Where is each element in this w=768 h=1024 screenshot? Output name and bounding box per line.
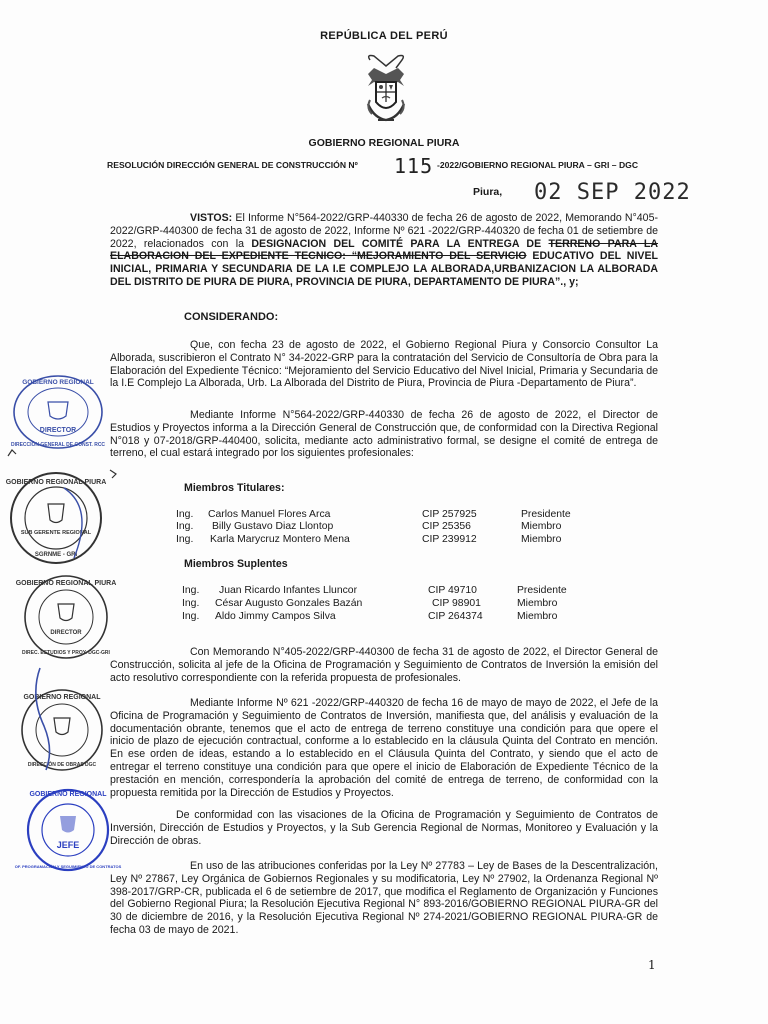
direccion-obras-seal-icon <box>10 666 114 782</box>
svg-text:GOBIERNO REGIONAL: GOBIERNO REGIONAL <box>29 791 107 798</box>
direccion-estudios-seal-icon <box>14 572 118 662</box>
paragraph-memorando-405: Con Memorando N°405-2022/GRP-440300 de fecha 31 de agosto de 2022, el Director General de Construcción, solicita al jefe de la Oficina de Programación y Seguimiento de Contratos de Inversión la emisión del acto resolutivo correspondiente con la referida propuesta de profesionales. <box>110 646 658 684</box>
country-header: REPÚBLICA DEL PERÚ <box>320 30 448 42</box>
svg-text:DIRECCIÓN GENERAL DE CONST. RC: DIRECCIÓN GENERAL DE CONST. RCC <box>10 442 106 448</box>
national-coat-of-arms-icon <box>360 52 412 130</box>
vistos-text: El Informe N°564-2022/GRP-440330 de fecha 26 de agosto de 2022, Memorando N°405-2022/GRP-440300 de fecha 31 de agosto de 2022, Informe Nº 621 -2022/GRP-440320 de fecha 01 de setiembre de 2022, relacionados con la <box>110 212 658 250</box>
svg-text:SGRNME - GRI: SGRNME - GRI <box>34 552 78 558</box>
paragraph-contract: Que, con fecha 23 de agosto de 2022, el Gobierno Regional Piura y Consorcio Consultor La Alborada, suscribieron el Contrato N° 34-2022-GRP para la contratación del Servicio de Consultoría de Obra para la Elaboración del Expediente Técnico: “Mejoramiento del Servicio Educativo del Nivel Inicial, Primaria y Secundaria de la I.E Complejo La Alborada, Urb. La Alborada del Distrito de Piura, Provincia de Piura -Departamento de Piura”. <box>110 339 659 390</box>
place-label: Piura, <box>473 186 503 198</box>
page-number: 1 <box>648 958 656 972</box>
resolution-suffix: -2022/GOBIERNO REGIONAL PIURA – GRI – DGC <box>437 160 639 170</box>
svg-text:GOBIERNO REGIONAL PIURA: GOBIERNO REGIONAL PIURA <box>15 580 117 587</box>
svg-text:JEFE: JEFE <box>56 840 80 850</box>
svg-text:DIRECTOR: DIRECTOR <box>50 630 82 636</box>
paragraph-atribuciones: En uso de las atribuciones conferidas por la Ley Nº 27783 – Ley de Bases de la Descentralización, Ley Nº 27867, Ley Orgánica de Gobiernos Regionales y su modificatoria, Ley Nº 27902, la Ordenanza Regional Nº 398-2017/GRP-CR, publicada el 6 de setiembre de 2017, que modifica el Reglamento de Organización y Funciones del Gobierno Regional Piura; la Resolución Ejecutiva Regional N° 893-2016/GOBIERNO REGIONAL PIURA-GR del 30 de diciembre de 2016, y la Resolución Ejecutiva Regional Nº 274-2021/GOBIERNO REGIONAL PIURA-GR de fecha 03 de mayo de 2021. <box>110 860 658 936</box>
vistos-paragraph <box>110 212 658 289</box>
paragraph-informe-621: Mediante Informe Nº 621 -2022/GRP-440320 de fecha 16 de mayo de mayo de 2022, el Jefe de la Oficina de Programación y Seguimiento de Contratos de Inversión, manifiesta que, del análisis y evaluación de la documentación obrante, tenemos que el acto de entrega de terreno constituye una condición para que opere el inicio de plazo de ejecución contractual, conforme a lo establecido en la cláusula Quinta del Contrato en mención. En ese orden de ideas, estando a lo establecido en el Cláusula Quinta del Contrato, y siendo que el acto de entregar el terreno constituye una condición para que opere el inicio de Elaboración de Expediente Técnico de la prestación en mención, correspondería la aprobación del comité de entrega de terreno, de conformidad con la propuesta remitida por la Dirección de Estudios y Proyectos. <box>110 697 658 799</box>
svg-text:GOBIERNO REGIONAL: GOBIERNO REGIONAL <box>23 694 101 701</box>
ink-mark-icon <box>108 468 120 480</box>
svg-text:GOBIERNO REGIONAL: GOBIERNO REGIONAL <box>22 379 94 386</box>
direccion-general-seal-icon <box>8 372 120 452</box>
considerando-heading: CONSIDERANDO: <box>184 311 279 323</box>
svg-text:GOBIERNO REGIONAL PIURA: GOBIERNO REGIONAL PIURA <box>5 479 107 486</box>
sub-gerencia-seal-icon <box>4 468 114 568</box>
ink-mark-icon <box>6 446 18 458</box>
titulares-heading: Miembros Titulares: <box>184 482 285 494</box>
paragraph-informe-564: Mediante Informe N°564-2022/GRP-440330 de fecha 26 de agosto de 2022, el Director de Estudios y Proyectos informa a la Dirección General de Construcción que, de conformidad con la Directiva Regional N°018 y 07-2018/GRP-440400, solicita, mediante acto administrativo formal, se designe el comité de entrega de terreno, el cual estará integrado por los siguientes profesionales: <box>110 409 658 460</box>
svg-text:SUB GERENTE REGIONAL: SUB GERENTE REGIONAL <box>20 530 92 536</box>
date-stamp: 02 SEP 2022 <box>534 180 691 205</box>
document-page: REPÚBLICA DEL PERÚ GOBIERNO REGIONAL PIURA RESOLUCIÓN DIRECCIÓN GENERAL DE CONSTRUCCIÓN Nº 115 -2022/GOBIERNO REGIONAL PIURA – GRI – DGC Piura, 02 SEP 2022 VISTOS: El Informe N°564-2022/GRP-440330 de fecha 26 de agosto de 2022, Memorando N°405-2022/GRP-440300 de fecha 31 de agosto de 2022, Informe Nº 621 -2022/GRP-440320 de fecha 01 de setiembre de 2022, relacionados con la DESIGNACION DEL COMITÉ PARA LA ENTREGA DE TERRENO PARA LA ELABORACION DEL EXPEDIENTE TECNICO: “MEJORAMIENTO DEL SERVICIO EDUCATIVO DEL NIVEL INICIAL, PRIMARIA Y SECUNDARIA DE LA I.E COMPLEJO LA ALBORADA,URBANIZACION LA ALBORADA DEL DISTRITO DE PIURA DE PIURA, PROVINCIA DE PIURA, DEPARTAMENTO DE PIURA”., y; CONSIDERANDO: Que, con fecha 23 de agosto de 2022, el Gobierno Regional Piura y Consorcio Consultor La Alborada, suscribieron el Contrato N° 34-2022-GRP para la contratación del Servicio de Consultoría de Obra para la Elaboración del Expediente Técnico: “Mejoramiento del Servicio Educativo del Nivel Inicial, Primaria y Secundaria de la I.E Complejo La Alborada, Urb. La Alborada del Distrito de Piura, Provincia de Piura -Departamento de Piura”. Mediante Informe N°564-2022/GRP-440330 de fecha 26 de agosto de 2022, el Director de Estudios y Proyectos informa a la Dirección General de Construcción que, de conformidad con la Directiva Regional N°018 y 07-2018/GRP-440400, solicita, mediante acto administrativo formal, se designe el comité de entrega de terreno, el cual estará integrado por los siguientes profesionales: Miembros Titulares: Ing. Carlos Manuel Flores Arca CIP 257925 Presidente Ing. Billy Gustavo Diaz Llontop CIP 25356 Miembro Ing. Karla Marycruz Montero Mena CIP 239912 Miembro Miembros Suplentes Ing. Juan Ricardo Infantes Lluncor CIP 49710 Presidente Ing. César Augusto Gonzales Bazán CIP 98901 Miembro Ing. Aldo Jimmy Campos Silva CIP 264374 Miembro Con Memorando N°405-2022/GRP-440300 de fecha 31 de agosto de 2022, el Director General de Construcción, solicita al jefe de la Oficina de Programación y Seguimiento de Contratos de Inversión la emisión del acto resolutivo correspondiente con la referida propuesta de profesionales. Mediante Informe Nº 621 -2022/GRP-440320 de fecha 16 de mayo de mayo de 2022, el Jefe de la Oficina de Programación y Seguimiento de Contratos de Inversión, manifiesta que, del análisis y evaluación de la documentación obrante, tenemos que el acto de entrega de terreno constituye una condición para que opere el inicio de plazo de ejecución contractual, conforme a lo establecido en la cláusula Quinta del Contrato en mención. En ese orden de ideas, estando a lo establecido en el Cláusula Quinta del Contrato, y siendo que el acto de entregar el terreno constituye una condición para que opere el inicio de Elaboración de Expediente Técnico de la prestación en mención, correspondería la aprobación del comité de entrega de terreno, de conformidad con la propuesta remitida por la Dirección de Estudios y Proyectos. De conformidad con las visaciones de la Oficina de Programación y Seguimiento de Contratos de Inversión, Dirección de Estudios y Proyectos, y la Sub Gerencia Regional de Normas, Monitoreo y Evaluación y la Dirección de obras. En uso de las atribuciones conferidas por la Ley Nº 27783 – Ley de Bases de la Descentralización, Ley Nº 27867, Ley Orgánica de Gobiernos Regionales y su modificatoria, Ley Nº 27902, la Ordenanza Regional Nº 398-2017/GRP-CR, publicada el 6 de setiembre de 2017, que modifica el Reglamento de Organización y Funciones del Gobierno Regional Piura; la Resolución Ejecutiva Regional N° 893-2016/GOBIERNO REGIONAL PIURA-GR del 30 de diciembre de 2016, y la Resolución Ejecutiva Regional Nº 274-2021/GOBIERNO REGIONAL PIURA-GR de fecha 03 de mayo de 2021. 1 DIRECTOR GOBIERNO REGIONAL DIRECCIÓN GENERAL DE CONST. RCC GOBIERNO REGIONAL PIURA SUB GERENTE REGIONAL SGRNME - GRI GOBIERNO REGIONAL PIURA DIRECTOR DIREC. ESTUDIOS Y PROY. DGC-GRI GOBIERNO REGIONAL DIRECCIÓN DE OBRAS DGC GOBIERNO REGIONAL JEFE OF. PROGRAMACIÓN Y SEGUIMIENTO DE CONTRATOS <box>0 0 768 1024</box>
government-header: GOBIERNO REGIONAL PIURA <box>308 137 460 149</box>
vistos-subject-bold: DESIGNACION DEL COMITÉ PARA LA ENTREGA DE <box>251 237 542 250</box>
paragraph-visaciones: De conformidad con las visaciones de la Oficina de Programación y Seguimiento de Contratos de Inversión, Dirección de Estudios y Proyectos, y la Sub Gerencia Regional de Normas, Monitoreo y Evaluación y la Dirección de obras. <box>110 809 658 847</box>
resolution-prefix: RESOLUCIÓN DIRECCIÓN GENERAL DE CONSTRUCCIÓN Nº <box>107 160 358 170</box>
svg-text:DIRECCIÓN DE OBRAS DGC: DIRECCIÓN DE OBRAS DGC <box>27 762 97 768</box>
suplentes-heading: Miembros Suplentes <box>184 558 288 570</box>
oficina-programacion-seal-icon <box>14 778 122 882</box>
svg-text:OF. PROGRAMACIÓN Y SEGUIMIENTO: OF. PROGRAMACIÓN Y SEGUIMIENTO DE CONTRATOS <box>14 864 122 869</box>
svg-text:DIRECTOR: DIRECTOR <box>39 427 77 434</box>
resolution-number: 115 <box>394 154 434 178</box>
vistos-subject-bold-2: EDUCATIVO DEL NIVEL INICIAL, PRIMARIA Y SECUNDARIA DE LA I.E COMPLEJO LA ALBORADA,URBANIZACION LA ALBORADA DEL DISTRITO DE PIURA DE PIURA, PROVINCIA DE PIURA, DEPARTAMENTO DE PIURA”., y; <box>110 250 658 288</box>
vistos-subject-struck: TERRENO PARA LA ELABORACION DEL EXPEDIENTE TECNICO: “MEJORAMIENTO DEL SERVICIO <box>110 237 659 263</box>
vistos-label: VISTOS: <box>190 212 233 224</box>
svg-text:DIREC. ESTUDIOS Y PROY. DGC-GR: DIREC. ESTUDIOS Y PROY. DGC-GRI <box>22 650 110 656</box>
